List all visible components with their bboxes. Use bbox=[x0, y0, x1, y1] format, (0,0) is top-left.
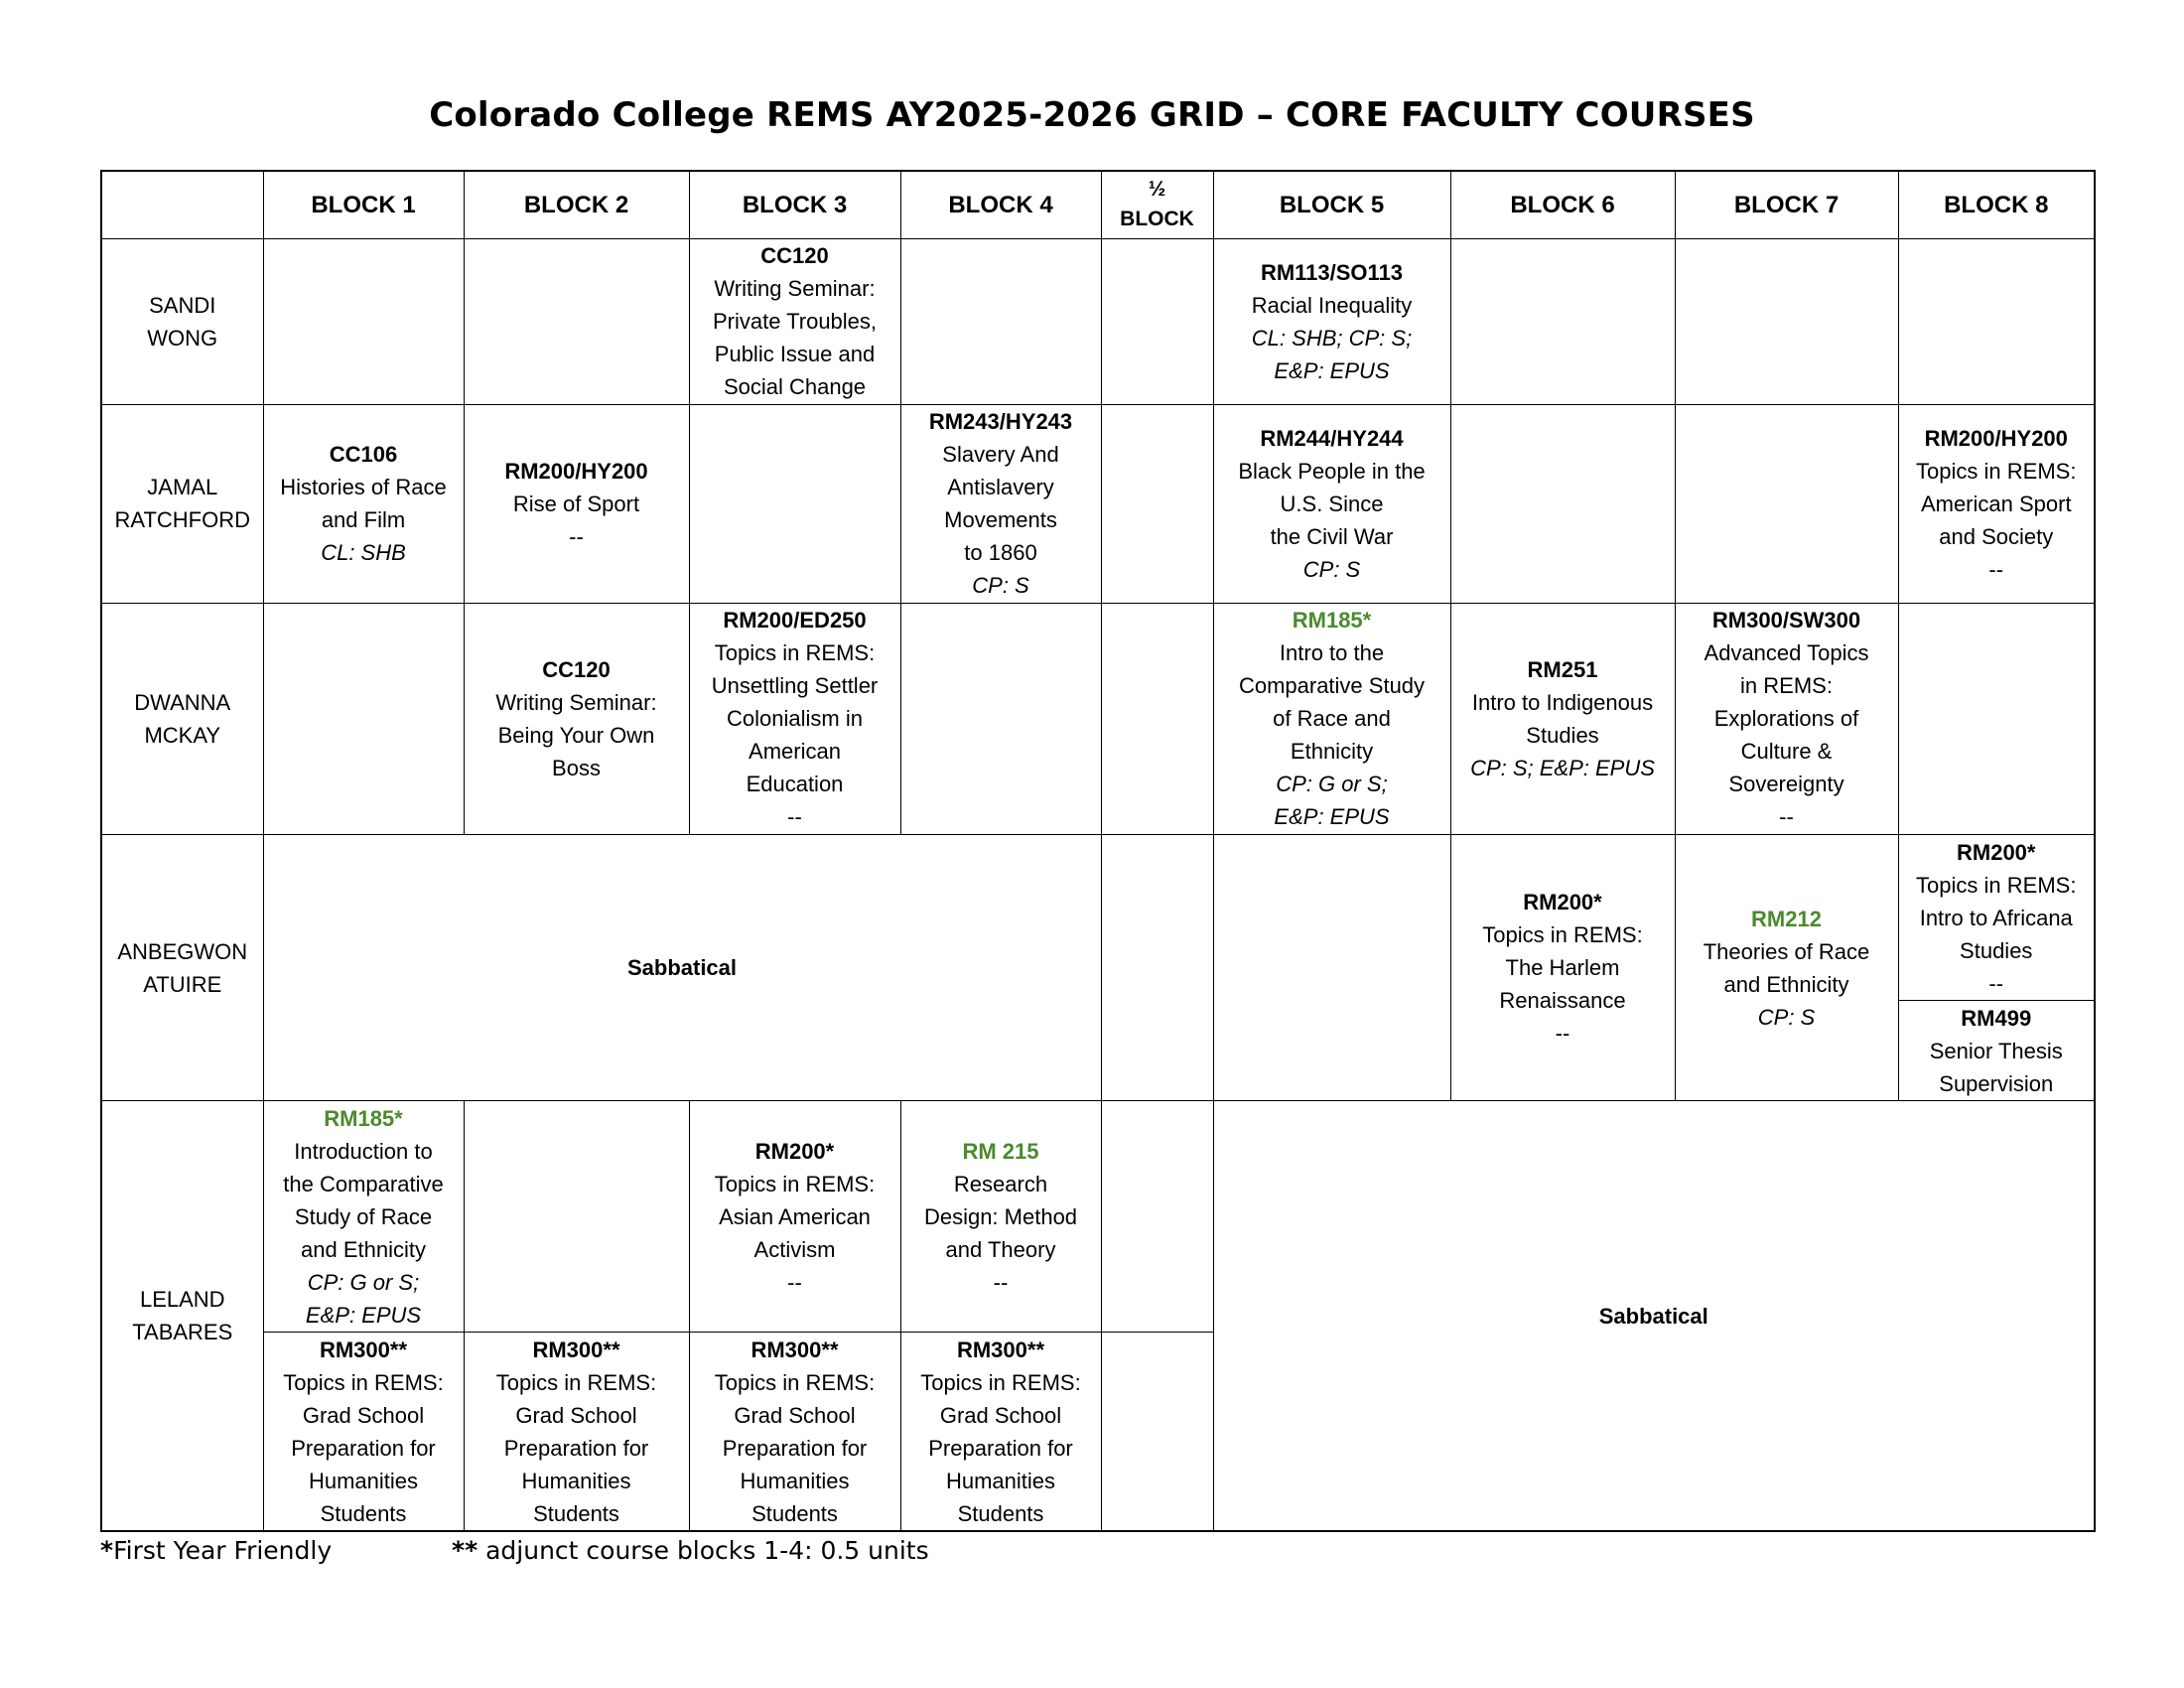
empty-cell bbox=[900, 603, 1101, 834]
sabbatical-cell-tabares bbox=[1213, 1101, 2095, 1531]
course-code: RM200* bbox=[754, 1138, 835, 1164]
faculty-name-ratchford bbox=[101, 404, 263, 603]
course-title-line: Grad School bbox=[939, 1402, 1062, 1428]
header-block-3: BLOCK 3 bbox=[689, 171, 900, 238]
header-block-8: BLOCK 8 bbox=[1898, 171, 2095, 238]
course-cell-tabares-b3 bbox=[689, 1101, 900, 1333]
footnote-text: adjunct course blocks 1-4: 0.5 units bbox=[478, 1536, 929, 1565]
faculty-last-name: ATUIRE bbox=[143, 971, 222, 997]
course-title-line: Topics in REMS: bbox=[495, 1369, 657, 1395]
course-code: RM499 bbox=[1961, 1005, 2032, 1031]
course-title-line: Activism bbox=[753, 1236, 836, 1262]
course-code: RM300** bbox=[319, 1336, 408, 1362]
course-title-line: Asian American bbox=[719, 1203, 871, 1229]
course-title-line: Intro to Indigenous bbox=[1471, 689, 1654, 715]
empty-cell bbox=[1675, 404, 1898, 603]
faculty-row-ratchford bbox=[101, 404, 2095, 603]
course-attributes: CP: G or S; bbox=[1276, 772, 1388, 797]
course-title-line: Social Change bbox=[723, 374, 867, 400]
course-title-line: Writing Seminar: bbox=[495, 689, 657, 715]
course-code: RM200/HY200 bbox=[504, 458, 648, 484]
course-title-line: Sovereignty bbox=[1728, 772, 1844, 797]
header-block-1: BLOCK 1 bbox=[263, 171, 464, 238]
empty-cell bbox=[1898, 238, 2095, 404]
faculty-first-name: SANDI bbox=[149, 292, 216, 318]
course-dash: -- bbox=[1988, 556, 2004, 582]
course-cell-ratchford-b1 bbox=[263, 404, 464, 603]
course-grid-table bbox=[100, 170, 2096, 1532]
course-attributes: CL: SHB; CP: S; bbox=[1251, 325, 1413, 351]
course-title-line: Renaissance bbox=[1499, 988, 1626, 1014]
header-row bbox=[101, 171, 2095, 238]
course-title-line: Colonialism in bbox=[727, 706, 863, 732]
course-title-line: and Film bbox=[321, 507, 406, 533]
course-title-line: and Theory bbox=[945, 1236, 1056, 1262]
course-title-line: U.S. Since bbox=[1280, 491, 1384, 516]
course-cell-tabares-b1 bbox=[263, 1101, 464, 1333]
course-title-line: Rise of Sport bbox=[512, 491, 640, 516]
header-block-2: BLOCK 2 bbox=[464, 171, 689, 238]
empty-cell bbox=[263, 603, 464, 834]
course-attributes: CP: S bbox=[1302, 556, 1361, 582]
empty-cell bbox=[900, 238, 1101, 404]
course-title-line: Histories of Race bbox=[280, 475, 447, 500]
course-title-line: Students bbox=[751, 1500, 838, 1526]
course-code: RM113/SO113 bbox=[1260, 259, 1404, 285]
course-title-line: Antislavery bbox=[947, 475, 1054, 500]
course-code: RM300** bbox=[751, 1336, 839, 1362]
course-attributes: CL: SHB bbox=[321, 540, 406, 566]
sabbatical-label: Sabbatical bbox=[626, 955, 738, 981]
header-block-4: BLOCK 4 bbox=[900, 171, 1101, 238]
course-code: RM243/HY243 bbox=[928, 409, 1073, 435]
faculty-row-atuire bbox=[101, 834, 2095, 1000]
course-code: CC120 bbox=[542, 656, 611, 682]
course-cell-mckay-b7 bbox=[1675, 603, 1898, 834]
course-code: CC106 bbox=[329, 442, 398, 468]
course-cell-tabares-b4 bbox=[900, 1101, 1101, 1333]
course-code: RM212 bbox=[1751, 906, 1822, 931]
course-title-line: The Harlem bbox=[1505, 955, 1620, 981]
faculty-last-name: RATCHFORD bbox=[114, 507, 250, 533]
course-title-line: Private Troubles, bbox=[712, 309, 878, 335]
course-title-line: Advanced Topics bbox=[1704, 640, 1869, 666]
footnote-first-year bbox=[100, 1533, 332, 1569]
header-blank bbox=[101, 171, 263, 238]
course-dash: -- bbox=[1988, 970, 2004, 996]
header-block-6: BLOCK 6 bbox=[1450, 171, 1675, 238]
faculty-name-wong bbox=[101, 238, 263, 404]
empty-cell bbox=[1898, 603, 2095, 834]
course-title-line: in REMS: bbox=[1740, 673, 1833, 699]
course-title-line: Preparation for bbox=[928, 1435, 1073, 1461]
course-cell-tabares-grad-b4 bbox=[900, 1333, 1101, 1531]
empty-cell bbox=[1101, 1333, 1213, 1531]
course-dash: -- bbox=[787, 804, 802, 830]
header-half-symbol: ½ bbox=[1148, 178, 1166, 202]
course-attributes: CP: S bbox=[1757, 1004, 1816, 1030]
course-title-line: Unsettling Settler bbox=[711, 673, 879, 699]
course-title-line: Racial Inequality bbox=[1251, 292, 1413, 318]
course-code: RM185* bbox=[324, 1105, 403, 1131]
course-title-line: Education bbox=[746, 772, 844, 797]
footnote-star: * bbox=[100, 1536, 114, 1565]
course-title-line: to 1860 bbox=[964, 540, 1037, 566]
course-title-line: Humanities bbox=[521, 1468, 631, 1493]
faculty-row-tabares bbox=[101, 1101, 2095, 1333]
header-block-7: BLOCK 7 bbox=[1675, 171, 1898, 238]
page-title: Colorado College REMS AY2025-2026 GRID – CORE FACULTY COURSES bbox=[429, 95, 1755, 135]
faculty-first-name: ANBEGWON bbox=[117, 938, 248, 964]
course-title-line: Topics in REMS: bbox=[714, 1171, 876, 1196]
faculty-row-wong bbox=[101, 238, 2095, 404]
course-code: RM200* bbox=[1523, 890, 1602, 915]
empty-cell bbox=[1213, 834, 1450, 1100]
course-code: RM300** bbox=[956, 1336, 1045, 1362]
faculty-first-name: LELAND bbox=[139, 1287, 225, 1313]
course-title-line: Being Your Own bbox=[497, 722, 655, 748]
course-title-line: Culture & bbox=[1740, 739, 1833, 765]
header-half-word: BLOCK bbox=[1120, 208, 1194, 231]
course-title-line: Topics in REMS: bbox=[714, 1369, 876, 1395]
course-dash: -- bbox=[569, 523, 584, 549]
course-attributes: CP: S bbox=[972, 573, 1029, 599]
course-title-line: Supervision bbox=[1939, 1070, 2054, 1096]
course-title-line: Public Issue and bbox=[714, 342, 876, 367]
course-title-line: Design: Method bbox=[923, 1203, 1078, 1229]
faculty-first-name: JAMAL bbox=[147, 475, 218, 500]
course-code: RM185* bbox=[1292, 608, 1372, 633]
header-half-block bbox=[1101, 171, 1213, 238]
course-attributes: CP: G or S; bbox=[307, 1269, 420, 1295]
course-title-line: Comparative Study bbox=[1238, 673, 1426, 699]
course-title-line: Studies bbox=[1526, 722, 1599, 748]
course-cell-mckay-b6 bbox=[1450, 603, 1675, 834]
course-title-line: Grad School bbox=[515, 1402, 637, 1428]
course-code: RM300** bbox=[532, 1336, 620, 1362]
faculty-name-atuire bbox=[101, 834, 263, 1100]
course-cell-ratchford-b4 bbox=[900, 404, 1101, 603]
empty-cell bbox=[263, 238, 464, 404]
course-attributes: E&P: EPUS bbox=[1274, 357, 1390, 383]
course-title-line: Writing Seminar: bbox=[714, 276, 876, 302]
course-title-line: Humanities bbox=[308, 1468, 419, 1493]
empty-cell bbox=[1101, 603, 1213, 834]
course-title-line: of Race and bbox=[1273, 706, 1391, 732]
course-cell-atuire-b6 bbox=[1450, 834, 1675, 1100]
course-code: RM300/SW300 bbox=[1711, 608, 1861, 633]
course-cell-wong-b3 bbox=[689, 238, 900, 404]
course-title-line: Topics in REMS: bbox=[1916, 458, 2077, 484]
course-title-line: the Civil War bbox=[1270, 523, 1394, 549]
sabbatical-cell-atuire bbox=[263, 834, 1101, 1100]
empty-cell bbox=[1450, 238, 1675, 404]
sabbatical-label: Sabbatical bbox=[1598, 1303, 1708, 1329]
course-title-line: Explorations of bbox=[1713, 706, 1859, 732]
course-code: RM251 bbox=[1527, 656, 1598, 682]
course-code: CC120 bbox=[760, 243, 829, 269]
course-title-line: Humanities bbox=[740, 1468, 850, 1493]
course-title-line: Grad School bbox=[302, 1402, 425, 1428]
course-code: RM244/HY244 bbox=[1260, 425, 1404, 451]
course-title-line: Topics in REMS: bbox=[714, 640, 876, 666]
empty-cell bbox=[1101, 404, 1213, 603]
course-title-line: Ethnicity bbox=[1290, 739, 1374, 765]
course-title-line: Preparation for bbox=[291, 1435, 436, 1461]
course-cell-wong-b5 bbox=[1213, 238, 1450, 404]
faculty-row-mckay bbox=[101, 603, 2095, 834]
course-cell-mckay-b2 bbox=[464, 603, 689, 834]
empty-cell bbox=[1101, 1101, 1213, 1333]
footnote-text: First Year Friendly bbox=[113, 1536, 333, 1565]
footnotes bbox=[100, 1533, 1292, 1569]
course-code: RM200* bbox=[1957, 839, 2036, 865]
course-cell-mckay-b5 bbox=[1213, 603, 1450, 834]
empty-cell bbox=[1675, 238, 1898, 404]
course-title-line: Topics in REMS: bbox=[1482, 922, 1643, 948]
faculty-name-mckay bbox=[101, 603, 263, 834]
course-title-line: Students bbox=[320, 1500, 407, 1526]
faculty-last-name: MCKAY bbox=[144, 722, 221, 748]
course-cell-ratchford-b8 bbox=[1898, 404, 2095, 603]
course-attributes: E&P: EPUS bbox=[305, 1302, 422, 1328]
faculty-last-name: WONG bbox=[147, 325, 218, 351]
empty-cell bbox=[689, 404, 900, 603]
course-title-line: Grad School bbox=[734, 1402, 856, 1428]
course-title-line: Preparation for bbox=[722, 1435, 868, 1461]
course-dash: -- bbox=[787, 1269, 802, 1295]
header-block-5: BLOCK 5 bbox=[1213, 171, 1450, 238]
course-dash: -- bbox=[1555, 1021, 1570, 1047]
course-title-line: Black People in the bbox=[1238, 458, 1426, 484]
course-cell-atuire-b8-bottom bbox=[1898, 1001, 2095, 1101]
course-cell-tabares-grad-b1 bbox=[263, 1333, 464, 1531]
course-title-line: Intro to Africana bbox=[1919, 905, 2073, 930]
course-title-line: Studies bbox=[1960, 937, 2033, 963]
empty-cell bbox=[1101, 834, 1213, 1100]
course-title-line: Intro to the bbox=[1279, 640, 1385, 666]
course-cell-atuire-b8-top bbox=[1898, 834, 2095, 1000]
course-attributes: E&P: EPUS bbox=[1274, 804, 1390, 830]
empty-cell bbox=[464, 1101, 689, 1333]
course-title-line: Students bbox=[533, 1500, 619, 1526]
course-title-line: Topics in REMS: bbox=[1916, 872, 2077, 898]
course-title-line: Theories of Race bbox=[1703, 938, 1870, 964]
course-title-line: and Society bbox=[1939, 523, 2054, 549]
footnote-double-star: ** bbox=[452, 1536, 478, 1565]
course-title-line: Preparation for bbox=[503, 1435, 649, 1461]
course-title-line: and Ethnicity bbox=[1723, 971, 1849, 997]
empty-cell bbox=[464, 238, 689, 404]
course-title-line: Students bbox=[957, 1500, 1044, 1526]
course-title-line: Movements bbox=[944, 507, 1057, 533]
footnote-adjunct bbox=[452, 1533, 929, 1569]
course-title-line: American bbox=[749, 739, 841, 765]
course-cell-tabares-grad-b2 bbox=[464, 1333, 689, 1531]
faculty-last-name: TABARES bbox=[132, 1320, 233, 1345]
course-title-line: Senior Thesis bbox=[1929, 1038, 2063, 1063]
course-title-line: American Sport bbox=[1920, 491, 2072, 516]
course-dash: -- bbox=[1779, 804, 1794, 830]
course-cell-ratchford-b2 bbox=[464, 404, 689, 603]
course-title-line: Introduction to bbox=[294, 1138, 433, 1164]
course-cell-tabares-grad-b3 bbox=[689, 1333, 900, 1531]
course-title-line: Study of Race bbox=[294, 1203, 433, 1229]
course-code: RM 215 bbox=[962, 1138, 1039, 1164]
course-title-line: Research bbox=[953, 1171, 1048, 1196]
course-cell-ratchford-b5 bbox=[1213, 404, 1450, 603]
course-title-line: and Ethnicity bbox=[301, 1236, 426, 1262]
course-attributes: CP: S; E&P: EPUS bbox=[1470, 755, 1655, 780]
course-title-line: Humanities bbox=[945, 1468, 1056, 1493]
course-cell-mckay-b3 bbox=[689, 603, 900, 834]
course-title-line: Topics in REMS: bbox=[920, 1369, 1081, 1395]
course-title-line: Slavery And bbox=[942, 442, 1059, 468]
course-title-line: Boss bbox=[552, 755, 601, 780]
faculty-first-name: DWANNA bbox=[134, 689, 231, 715]
course-dash: -- bbox=[993, 1269, 1009, 1295]
empty-cell bbox=[1101, 238, 1213, 404]
course-title-line: Topics in REMS: bbox=[283, 1369, 444, 1395]
course-code: RM200/ED250 bbox=[723, 608, 867, 633]
course-cell-atuire-b7 bbox=[1675, 834, 1898, 1100]
course-title-line: the Comparative bbox=[283, 1171, 444, 1196]
faculty-name-tabares bbox=[101, 1101, 263, 1531]
empty-cell bbox=[1450, 404, 1675, 603]
course-code: RM200/HY200 bbox=[1924, 425, 2068, 451]
